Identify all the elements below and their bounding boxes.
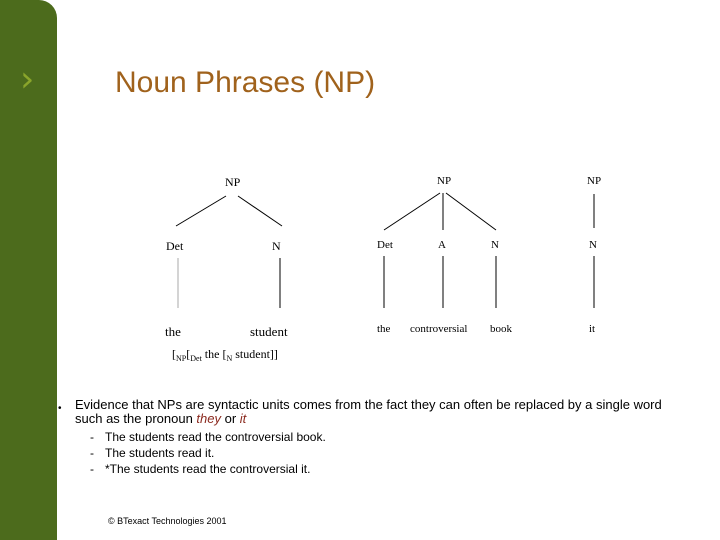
tree-the-controversial-book [377,175,513,335]
tree3-root: NP [587,175,602,187]
highlight-it: it [239,411,247,426]
tree2-word-the: the [377,323,391,335]
example-3-text: *The students read the controversial it. [105,462,311,476]
tree1-edge-n [238,196,282,226]
highlight-they: they [196,411,221,426]
slide-title: Noun Phrases (NP) [115,66,376,99]
chevron-icon: › [20,59,35,100]
tree2-a: A [438,239,446,251]
bullet-text-main: Evidence that NPs are syntactic units comes from the fact they can often be replaced by a single word such as the pronoun [75,397,662,426]
bullet-paragraph [75,398,675,426]
bracket-notation: [$_{NP}[_{Det}$ the [$_N$ student]] [172,347,278,363]
tree1-word-the: the [165,324,181,339]
tree2-edge-det [384,193,440,230]
example-3 [90,462,310,476]
copyright-footer: © BTexact Technologies 2001 [108,516,227,526]
bullet-text-or: or [221,411,240,426]
tree3-n: N [589,239,597,251]
tree1-root: NP [225,175,241,189]
tree2-word-book: book [490,323,512,335]
example-3-dash: - [90,462,94,476]
tree1-det: Det [166,239,184,253]
tree2-word-controversial: controversial [410,323,468,335]
tree-the-student [165,175,288,363]
example-2-dash: - [90,446,94,460]
tree1-word-student: student [250,324,288,339]
tree2-edge-n [446,193,496,230]
tree2-det: Det [377,239,393,251]
tree3-word-it: it [589,323,596,335]
bullet-marker: • [58,403,62,414]
tree1-edge-det [176,196,226,226]
example-1 [90,430,326,444]
tree2-root: NP [437,175,452,187]
tree1-n: N [272,239,281,253]
example-2-text: The students read it. [105,446,215,460]
tree-it [587,175,601,335]
example-2 [90,446,214,460]
example-1-dash: - [90,430,94,444]
tree2-n: N [491,239,499,251]
example-1-text: The students read the controversial book. [105,430,326,444]
